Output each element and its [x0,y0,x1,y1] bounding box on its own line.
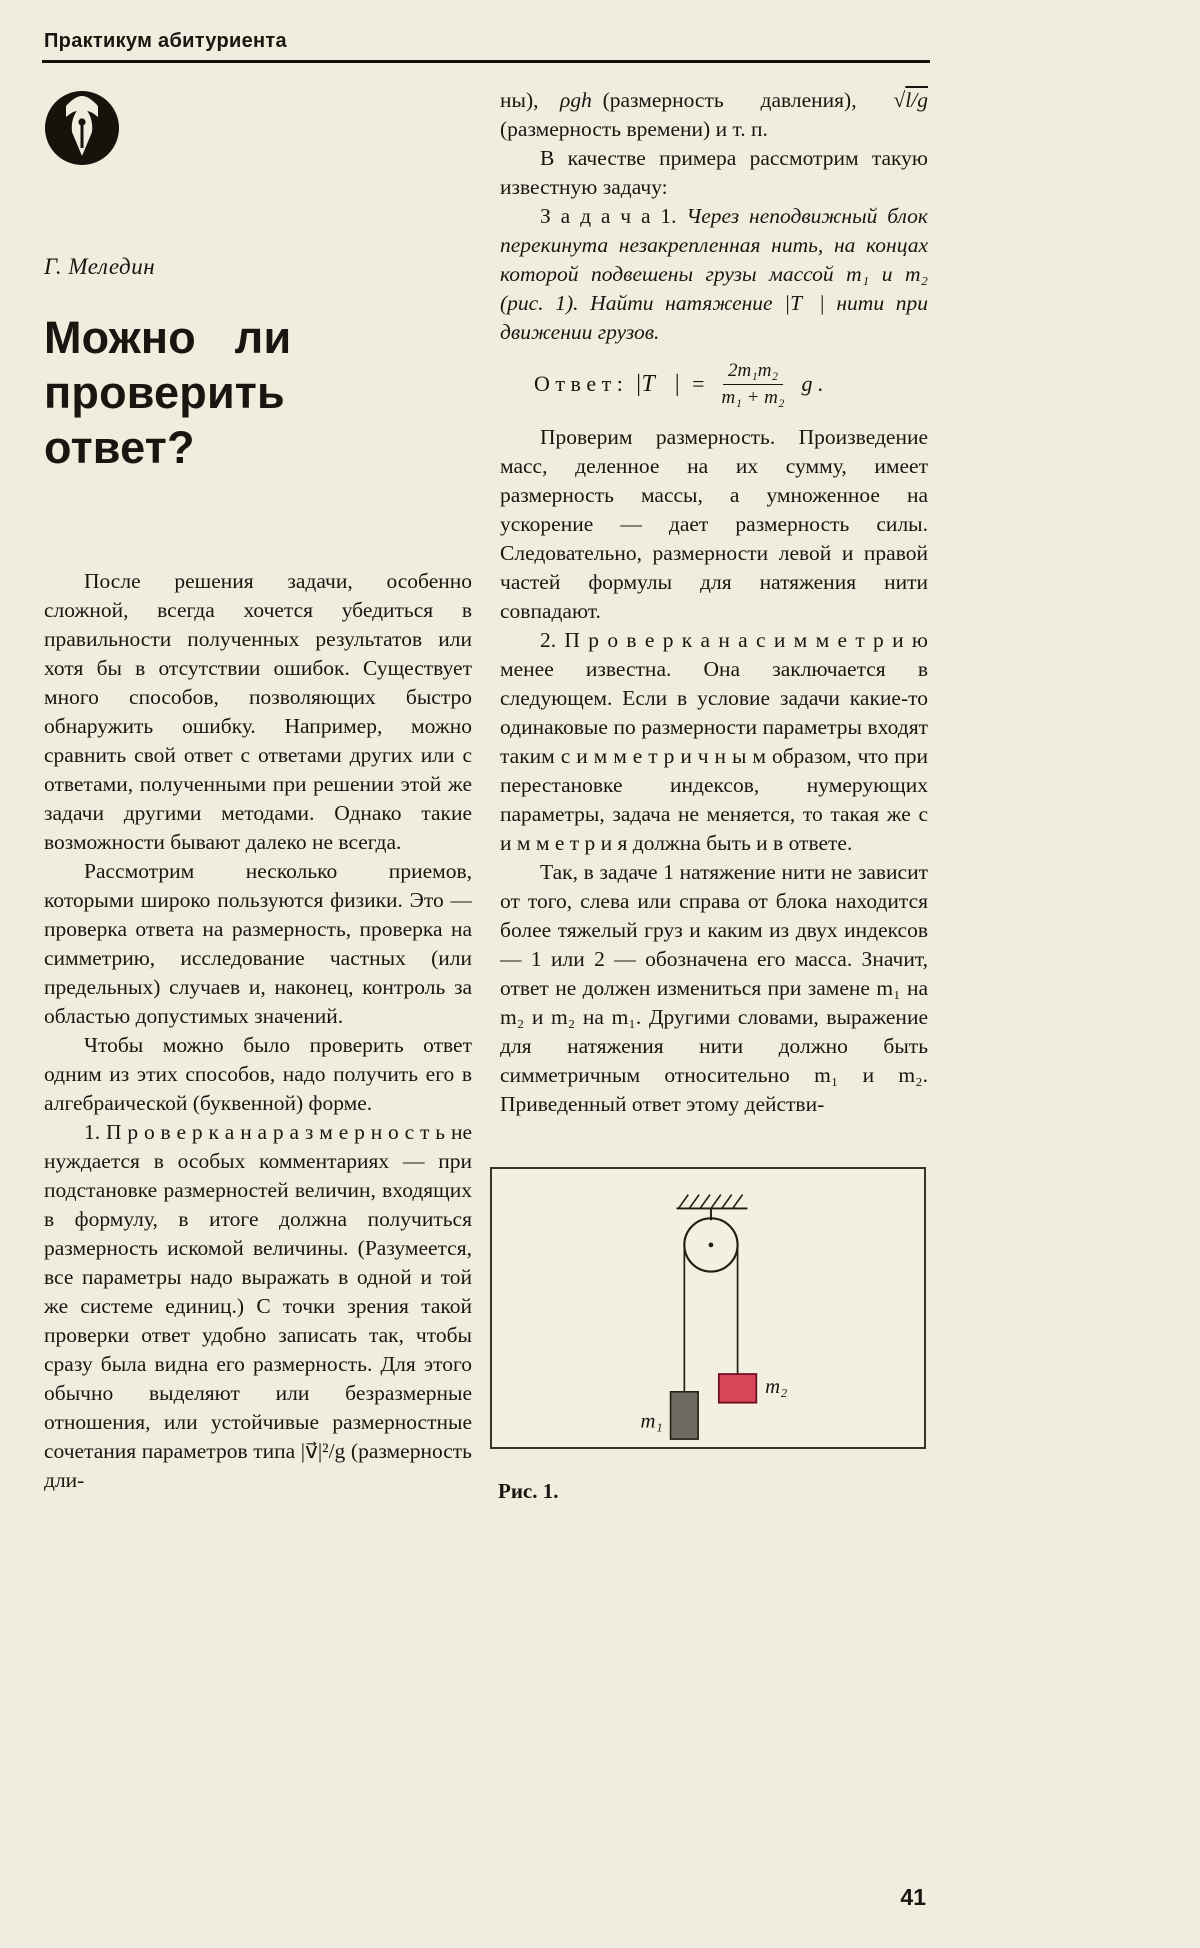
figure-1 [490,1167,926,1449]
paragraph-text: ны), [500,88,539,112]
equals-sign: = [692,371,705,396]
author-name: Г. Меледин [44,254,156,279]
magazine-logo-icon [44,86,120,172]
figure-caption: Рис. 1. [498,1479,559,1503]
page-number: 41 [900,1884,926,1910]
task-label: З а д а ч а 1. [540,204,677,228]
mass-1-label: m₁ [640,1410,663,1433]
paragraph: Так, в задаче 1 натяжение нити не зависит от того, слева или справа от блока находится более тяжелый груз и каким из двух индексов — 1 или 2 — обозначена его масса. Значит, ответ не должен измениться при замене m₁ на m₂ и m₂ на m₁. Другими словами, выражение для натяжения нити должно быть симметричным относительно m₁ и m₂. Приведенный ответ этому действи- [500,860,928,1116]
sqrt-icon: √ [893,88,906,112]
rubric-title: Практикум абитуриента [44,30,287,52]
section-lead: 2. П р о в е р к а н а с и м м е т р и ю [540,628,928,652]
title-line-2: проверить ответ? [44,367,285,473]
answer-formula [500,355,928,413]
paragraph-text: (размерность времени) и т. п. [500,117,768,141]
paragraph-text: не нуждается в особых комментариях — при подстановке размерностей величин, входящих в формулу, в итоге должна получиться размерность искомой величины. (Разумеется, все параметры надо выражать в одной и той же системе единиц.) С точки зрения такой проверки ответ удобно записать так, чтобы сразу была видна его размерность. Для этого обычно выделяют или безразмерные отношения, или устойчивые размерностные сочетания параметров типа |v⃗|²/g (размерность дли- [44,1120,472,1492]
right-column [500,86,928,1504]
mass-1-block [671,1392,699,1439]
paragraph: Рассмотрим несколько приемов, которыми широко пользуются физики. Это — проверка ответа на размерность, проверка на симметрию, исследование частных (или предельных) случаев и, наконец, контроль за областью допустимых значений. [44,859,472,1028]
tension-symbol: |T⃗| [634,370,681,397]
article-title [44,310,472,475]
mass-2-label: m₂ [765,1375,788,1398]
paragraph: В качестве примера рассмотрим такую известную задачу: [500,146,928,199]
fraction-denominator: m₁ + m₂ [721,386,785,408]
paragraph [44,1118,472,1495]
paragraph-text: менее известна. Она заключается в следующем. Если в условие задачи какие-то одинаковые по размерности параметры входят таким с и м м е т р и ч н ы м образом, что при перестановке индексов, нумерующих параметры, задача не меняется, то такая же с и м м е т р и я должна быть и в ответе. [500,657,928,855]
fraction-numerator: 2m₁m₂ [723,359,783,385]
gravity-symbol: g . [801,371,824,396]
paragraph [500,626,928,858]
paragraph: Чтобы можно было проверить ответ одним из этих способов, надо получить его в алгебраической (буквенной) форме. [44,1033,472,1115]
title-line-1: Можно ли [44,312,292,363]
inline-formula: l/g [905,88,928,112]
paragraph-text: (размерность давления), [602,88,857,112]
inline-formula: ρgh [560,88,592,112]
answer-label: О т в е т : [534,371,623,396]
task-paragraph [500,202,928,347]
pulley-diagram [492,1169,924,1447]
fraction [717,359,790,410]
mass-2-block [719,1374,756,1403]
header-rule [42,60,930,63]
ceiling-hatch-icon [678,1195,742,1209]
paragraph: После решения задачи, особенно сложной, всегда хочется убедиться в правильности полученных результатов или хотя бы в отсутствии ошибок. Существует много способов, позволяющих быстро обнаружить ошибку. Например, можно сравнить свой ответ с ответами других или с ответами, полученными при решении этой же задачи другими методами. Однако такие возможности бывают далеко не всегда. [44,569,472,854]
task-text: Через неподвижный блок перекинута незакрепленная нить, на концах которой подвешены грузы массой m₁ и m₂ (рис. 1). Найти натяжение |T⃗| нити при движении грузов. [500,204,928,344]
section-lead: 1. П р о в е р к а н а р а з м е р н о с т ь [84,1120,446,1144]
paragraph: Проверим размерность. Произведение масс, деленное на их сумму, имеет размерность массы, а умноженное на ускорение — дает размерность силы. Следовательно, размерности левой и правой частей формулы для натяжения нити совпадают. [500,425,928,623]
left-column [44,86,472,1495]
paragraph [500,86,928,144]
